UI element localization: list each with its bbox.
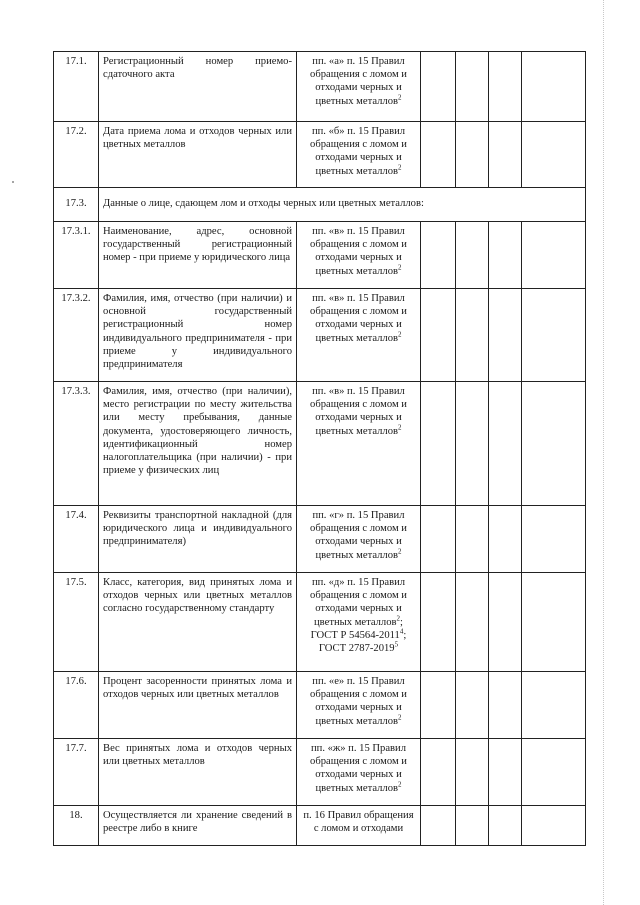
- row-reference: пп. «г» п. 15 Правил обращения с ломом и отходами черных и цветных металлов$^2$: [297, 506, 421, 573]
- answer-cell: [456, 739, 489, 806]
- row-description: Осуществляется ли хранение сведений в реестре либо в книге: [99, 806, 297, 846]
- answer-cell: [421, 289, 456, 382]
- row-description: Вес принятых лома и отходов черных или цветных металлов: [99, 739, 297, 806]
- answer-cell: [421, 52, 456, 122]
- row-reference: пп. «ж» п. 15 Правил обращения с ломом и отходами черных и цветных металлов$^2$: [297, 739, 421, 806]
- row-reference: пп. «д» п. 15 Правил обращения с ломом и отходами черных и цветных металлов$^2$; ГОСТ Р 54564-2011$^4$; ГОСТ 2787-2019$^5$: [297, 573, 421, 672]
- note-cell: [522, 382, 586, 506]
- answer-cell: [489, 289, 522, 382]
- answer-cell: [456, 289, 489, 382]
- row-reference: пп. «в» п. 15 Правил обращения с ломом и отходами черных и цветных металлов$^2$: [297, 222, 421, 289]
- answer-cell: [421, 739, 456, 806]
- note-cell: [522, 739, 586, 806]
- answer-cell: [456, 573, 489, 672]
- row-description: Класс, категория, вид принятых лома и отходов черных или цветных металлов согласно государственному стандарту: [99, 573, 297, 672]
- row-reference: пп. «в» п. 15 Правил обращения с ломом и отходами черных и цветных металлов$^2$: [297, 289, 421, 382]
- row-description: Фамилия, имя, отчество (при наличии), место регистрации по месту жительства или месту пребывания, данные документа, удостоверяющего личность, идентификационный номер налогоплательщика (при наличии) - при приеме у физических лиц: [99, 382, 297, 506]
- answer-cell: [489, 222, 522, 289]
- note-cell: [522, 573, 586, 672]
- row-description: Реквизиты транспортной накладной (для юридического лица и индивидуального предпринимателя): [99, 506, 297, 573]
- answer-cell: [489, 382, 522, 506]
- table-row: [54, 382, 586, 506]
- answer-cell: [489, 122, 522, 188]
- answer-cell: [456, 506, 489, 573]
- table-row: [54, 222, 586, 289]
- row-number: 17.1.: [54, 52, 99, 122]
- answer-cell: [421, 806, 456, 846]
- answer-cell: [456, 806, 489, 846]
- note-cell: [522, 122, 586, 188]
- table-row: [54, 806, 586, 846]
- scan-speck: [12, 181, 14, 183]
- answer-cell: [489, 672, 522, 739]
- row-reference: пп. «а» п. 15 Правил обращения с ломом и отходами черных и цветных металлов$^2$: [297, 52, 421, 122]
- table-row: [54, 573, 586, 672]
- row-number: 17.3.1.: [54, 222, 99, 289]
- row-number: 17.3.2.: [54, 289, 99, 382]
- row-number: 17.3.3.: [54, 382, 99, 506]
- row-reference: п. 16 Правил обращения с ломом и отходами: [297, 806, 421, 846]
- note-cell: [522, 289, 586, 382]
- row-number: 18.: [54, 806, 99, 846]
- row-description: Фамилия, имя, отчество (при наличии) и основной государственный регистрационный номер индивидуального предпринимателя - при приеме у индивидуального предпринимателя: [99, 289, 297, 382]
- row-number: 17.6.: [54, 672, 99, 739]
- table-row: [54, 739, 586, 806]
- answer-cell: [489, 806, 522, 846]
- row-number: 17.4.: [54, 506, 99, 573]
- answer-cell: [421, 506, 456, 573]
- answer-cell: [421, 222, 456, 289]
- page-edge-line: [603, 0, 604, 905]
- answer-cell: [456, 672, 489, 739]
- row-number: 17.2.: [54, 122, 99, 188]
- row-reference: пп. «в» п. 15 Правил обращения с ломом и отходами черных и цветных металлов$^2$: [297, 382, 421, 506]
- table-row: [54, 672, 586, 739]
- table-row: [54, 289, 586, 382]
- answer-cell: [489, 739, 522, 806]
- answer-cell: [489, 573, 522, 672]
- answer-cell: [421, 382, 456, 506]
- answer-cell: [489, 52, 522, 122]
- row-description: Данные о лице, сдающем лом и отходы черных или цветных металлов:: [99, 188, 586, 222]
- row-description: Дата приема лома и отходов черных или цветных металлов: [99, 122, 297, 188]
- row-description: Наименование, адрес, основной государственный регистрационный номер - при приеме у юридического лица: [99, 222, 297, 289]
- answer-cell: [456, 382, 489, 506]
- row-number: 17.7.: [54, 739, 99, 806]
- row-description: Регистрационный номер приемо-сдаточного акта: [99, 52, 297, 122]
- table-row: [54, 122, 586, 188]
- answer-cell: [456, 52, 489, 122]
- row-number: 17.3.: [54, 188, 99, 222]
- row-description: Процент засоренности принятых лома и отходов черных или цветных металлов: [99, 672, 297, 739]
- table-row: [54, 188, 586, 222]
- note-cell: [522, 672, 586, 739]
- answer-cell: [456, 222, 489, 289]
- note-cell: [522, 806, 586, 846]
- note-cell: [522, 506, 586, 573]
- row-number: 17.5.: [54, 573, 99, 672]
- answer-cell: [421, 672, 456, 739]
- row-reference: пп. «б» п. 15 Правил обращения с ломом и отходами черных и цветных металлов$^2$: [297, 122, 421, 188]
- row-reference: пп. «е» п. 15 Правил обращения с ломом и отходами черных и цветных металлов$^2$: [297, 672, 421, 739]
- note-cell: [522, 52, 586, 122]
- table-row: [54, 52, 586, 122]
- table-row: [54, 506, 586, 573]
- answer-cell: [421, 122, 456, 188]
- answer-cell: [456, 122, 489, 188]
- answer-cell: [489, 506, 522, 573]
- note-cell: [522, 222, 586, 289]
- checklist-table: [53, 51, 586, 846]
- answer-cell: [421, 573, 456, 672]
